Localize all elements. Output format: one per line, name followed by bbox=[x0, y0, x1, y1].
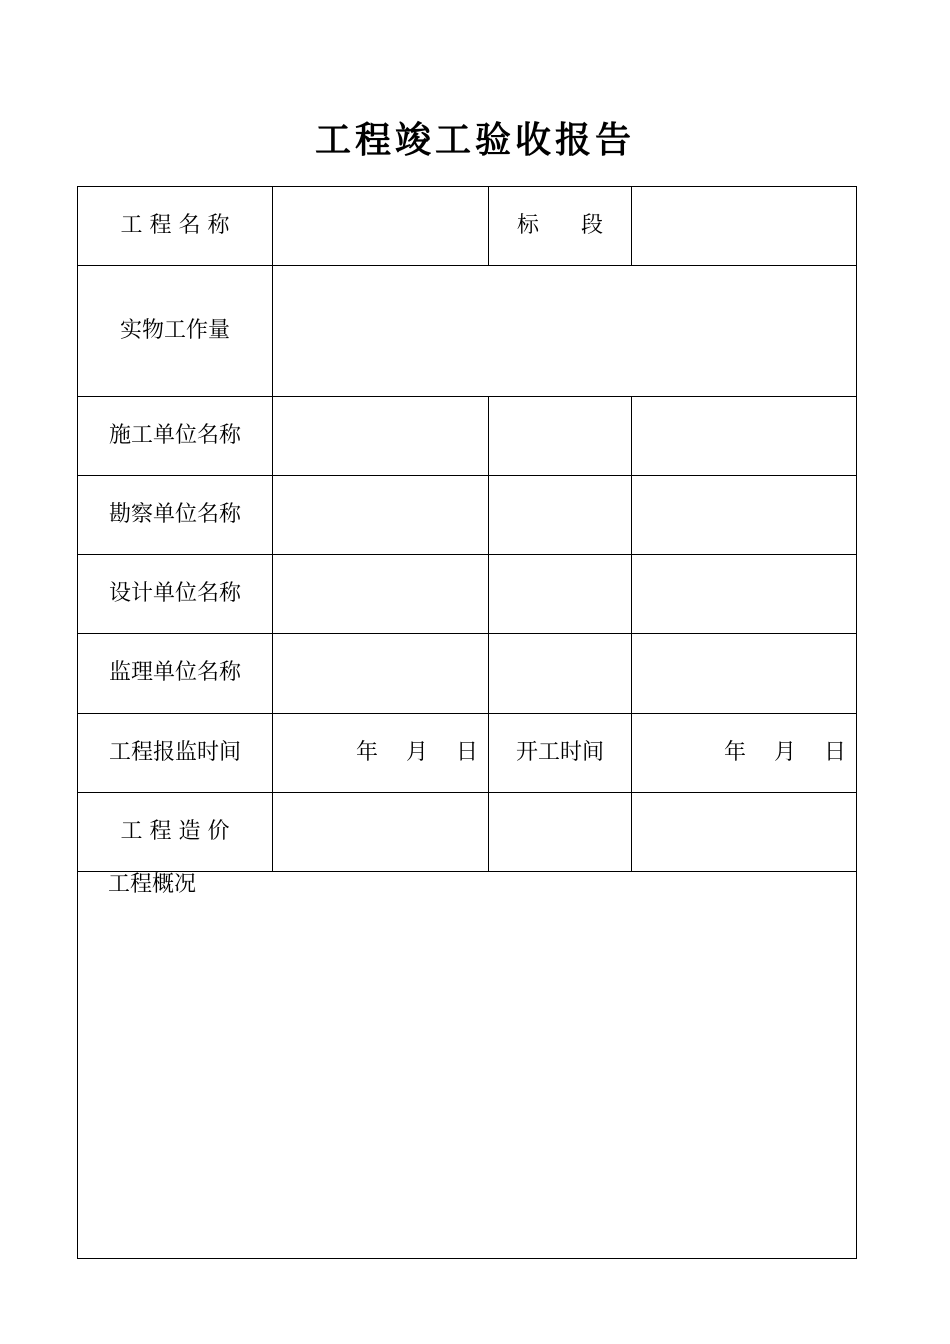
table-border-left bbox=[77, 186, 78, 1259]
construction-unit-label: 施工单位名称 bbox=[108, 423, 241, 448]
column-divider bbox=[488, 396, 489, 872]
project-cost-label: 工 程 造 价 bbox=[120, 819, 230, 844]
row-divider bbox=[77, 713, 857, 714]
row-divider bbox=[77, 633, 857, 634]
survey-unit-label: 勘察单位名称 bbox=[108, 502, 241, 527]
physical-workload-field[interactable] bbox=[280, 316, 850, 346]
row-divider bbox=[77, 396, 857, 397]
table-border-top bbox=[77, 186, 857, 187]
report-date-field[interactable]: 年 月 日 bbox=[356, 740, 478, 765]
project-overview-field[interactable] bbox=[90, 905, 845, 1245]
project-overview-label: 工程概况 bbox=[108, 872, 197, 897]
column-divider bbox=[631, 396, 632, 872]
report-time-label: 工程报监时间 bbox=[108, 740, 241, 765]
project-name-label: 工 程 名 称 bbox=[120, 213, 230, 238]
column-divider bbox=[272, 186, 273, 872]
column-divider bbox=[631, 186, 632, 266]
start-time-label: 开工时间 bbox=[515, 740, 604, 765]
row-divider bbox=[77, 475, 857, 476]
section-label: 标 段 bbox=[517, 213, 603, 238]
start-date-field[interactable]: 年 月 日 bbox=[724, 740, 846, 765]
row-divider bbox=[77, 792, 857, 793]
row-divider bbox=[77, 265, 857, 266]
row-divider bbox=[77, 554, 857, 555]
design-unit-label: 设计单位名称 bbox=[108, 581, 241, 606]
physical-workload-label: 实物工作量 bbox=[119, 318, 230, 343]
section-field[interactable] bbox=[640, 211, 850, 241]
page-title: 工程竣工验收报告 bbox=[314, 119, 635, 161]
table-border-bottom bbox=[77, 1258, 857, 1259]
project-name-field[interactable] bbox=[280, 211, 480, 241]
table-border-right bbox=[856, 186, 857, 1259]
supervision-unit-label: 监理单位名称 bbox=[108, 660, 241, 685]
